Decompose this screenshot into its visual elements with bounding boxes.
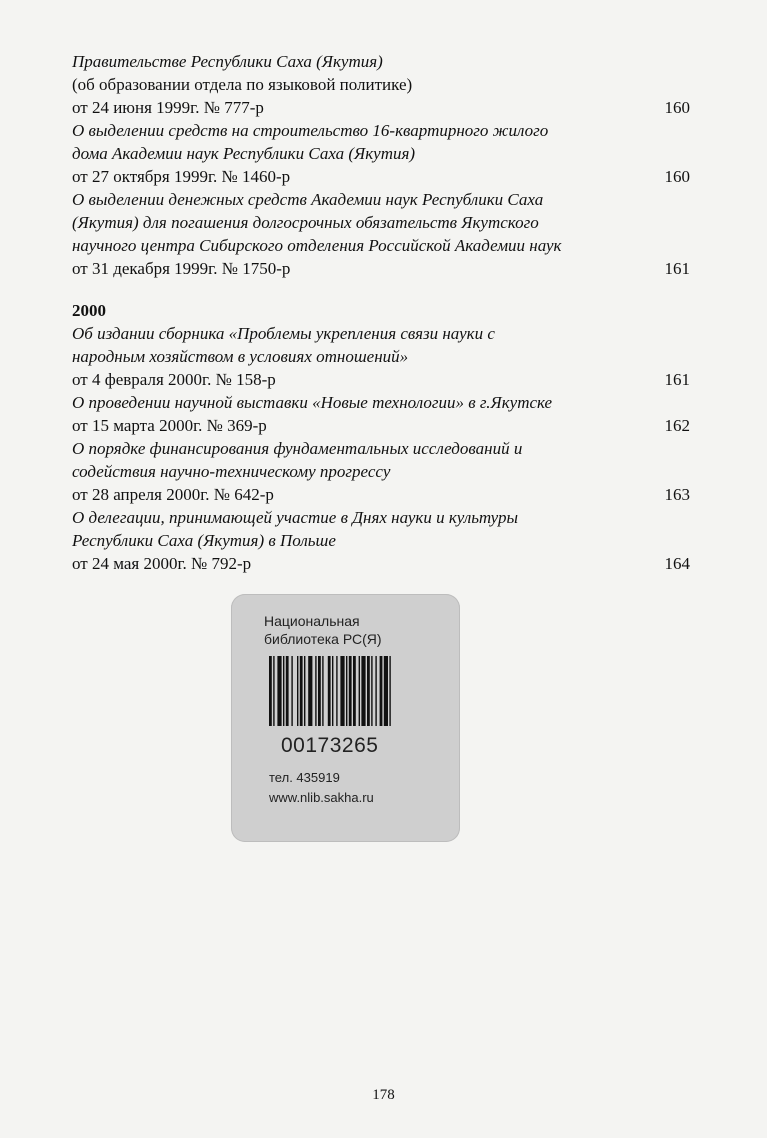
barcode-bar bbox=[371, 656, 372, 726]
entry-page-number: 161 bbox=[664, 259, 690, 278]
entry-page-number: 160 bbox=[664, 167, 690, 186]
barcode-bar bbox=[336, 656, 337, 726]
library-sticker bbox=[231, 594, 460, 842]
entry-title-line: Правительстве Республики Саха (Якутия) bbox=[72, 52, 383, 71]
index-entry bbox=[72, 437, 690, 506]
barcode-bar bbox=[273, 656, 274, 726]
entry-reference: от 27 октября 1999г. № 1460-р bbox=[72, 167, 291, 186]
entry-title-line: (Якутия) для погашения долгосрочных обязательств Якутского bbox=[72, 213, 539, 232]
barcode-bar bbox=[346, 656, 347, 726]
barcode-bar bbox=[380, 656, 383, 726]
barcode-number: 00173265 bbox=[281, 734, 379, 757]
entry-ref-row bbox=[72, 257, 690, 280]
entry-page-number: 162 bbox=[664, 416, 690, 435]
entry-title-line: дома Академии наук Республики Саха (Якутия) bbox=[72, 144, 416, 163]
barcode-bar bbox=[332, 656, 333, 726]
entry-ref-row bbox=[72, 368, 690, 391]
barcode-bar bbox=[277, 656, 281, 726]
page-number: 178 bbox=[372, 1087, 395, 1103]
barcode-bar bbox=[328, 656, 331, 726]
index-entry bbox=[72, 391, 690, 437]
barcode-image bbox=[267, 656, 429, 726]
library-name-line-2: библиотека РС(Я) bbox=[264, 631, 382, 647]
index-entry bbox=[72, 50, 690, 119]
barcode-bar bbox=[389, 656, 390, 726]
barcode-bar bbox=[367, 656, 370, 726]
entry-title-line: Республики Саха (Якутия) в Польше bbox=[72, 531, 336, 550]
entry-page-number: 163 bbox=[664, 485, 690, 504]
entry-note: (об образовании отдела по языковой политике) bbox=[72, 75, 413, 94]
barcode-bar bbox=[304, 656, 305, 726]
library-url: www.nlib.sakha.ru bbox=[269, 790, 374, 805]
entry-ref-row bbox=[72, 165, 690, 188]
entry-title-line: О выделении средств на строительство 16-квартирного жилого bbox=[72, 121, 549, 140]
barcode-bar bbox=[318, 656, 321, 726]
barcode-bar bbox=[308, 656, 312, 726]
entry-title-line: О проведении научной выставки «Новые технологии» в г.Якутске bbox=[72, 393, 553, 412]
entry-reference: от 24 мая 2000г. № 792-р bbox=[72, 554, 252, 573]
entry-reference: от 24 июня 1999г. № 777-р bbox=[72, 98, 264, 117]
entry-title-line: Об издании сборника «Проблемы укрепления связи науки с bbox=[72, 324, 495, 343]
entry-reference: от 31 декабря 1999г. № 1750-р bbox=[72, 259, 291, 278]
barcode-bar bbox=[283, 656, 284, 726]
library-phone: тел. 435919 bbox=[269, 770, 340, 785]
entry-title-line: научного центра Сибирского отделения Российской Академии наук bbox=[72, 236, 562, 255]
barcode-bar bbox=[297, 656, 298, 726]
barcode-bar bbox=[322, 656, 323, 726]
barcode-bar bbox=[315, 656, 316, 726]
entry-reference: от 15 марта 2000г. № 369-р bbox=[72, 416, 267, 435]
barcode-bar bbox=[349, 656, 352, 726]
barcode-bar bbox=[286, 656, 289, 726]
barcode-bar bbox=[359, 656, 360, 726]
entry-page-number: 160 bbox=[664, 98, 690, 117]
entry-title-line: О делегации, принимающей участие в Днях науки и культуры bbox=[72, 508, 519, 527]
index-entry bbox=[72, 506, 690, 575]
barcode-bar bbox=[384, 656, 388, 726]
entry-title-line: народным хозяйством в условиях отношений» bbox=[72, 347, 409, 366]
entry-ref-row bbox=[72, 96, 690, 119]
year-heading: 2000 bbox=[72, 301, 106, 320]
barcode-bar bbox=[375, 656, 376, 726]
entry-reference: от 4 февраля 2000г. № 158-р bbox=[72, 370, 276, 389]
entry-title-line: О порядке финансирования фундаментальных исследований и bbox=[72, 439, 523, 458]
entries-2000 bbox=[72, 322, 690, 575]
barcode-bar bbox=[353, 656, 356, 726]
barcode-bar bbox=[361, 656, 365, 726]
index-entry bbox=[72, 119, 690, 188]
barcode-bar bbox=[300, 656, 303, 726]
entries-1999 bbox=[72, 50, 690, 280]
entry-ref-row bbox=[72, 483, 690, 506]
barcode-bar bbox=[269, 656, 272, 726]
barcode-bar bbox=[340, 656, 344, 726]
entry-ref-row bbox=[72, 414, 690, 437]
entry-page-number: 161 bbox=[664, 370, 690, 389]
entry-title-line: О выделении денежных средств Академии наук Республики Саха bbox=[72, 190, 544, 209]
index-entry bbox=[72, 322, 690, 391]
entry-page-number: 164 bbox=[664, 554, 690, 573]
entry-title-line: содействия научно-техническому прогрессу bbox=[72, 462, 391, 481]
entry-reference: от 28 апреля 2000г. № 642-р bbox=[72, 485, 274, 504]
index-list bbox=[72, 50, 690, 575]
index-entry bbox=[72, 188, 690, 280]
library-name-line-1: Национальная bbox=[264, 613, 360, 629]
library-name bbox=[264, 612, 382, 648]
barcode-bar bbox=[291, 656, 292, 726]
entry-ref-row bbox=[72, 552, 690, 575]
